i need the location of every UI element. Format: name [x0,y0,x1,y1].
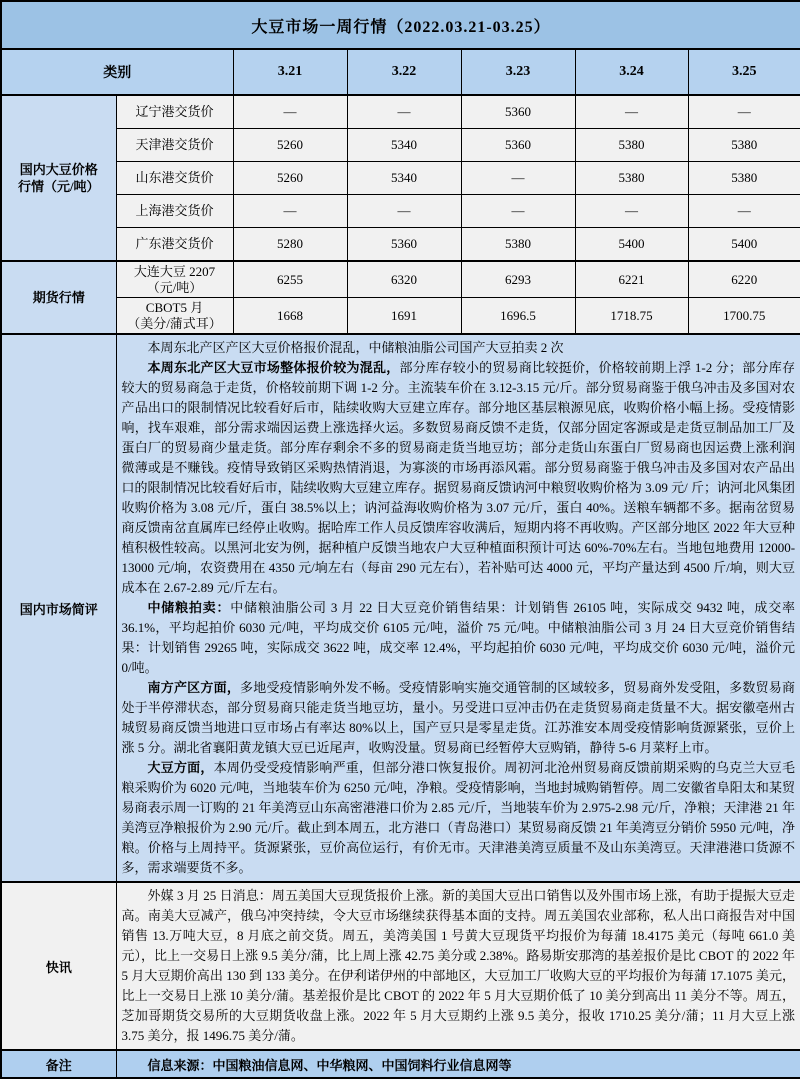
price-cell: 5340 [347,129,461,162]
futures-cell: 1668 [233,298,347,335]
price-cell: — [461,162,575,195]
paragraph-lead: 本周东北产区大豆市场整体报价较为混乱， [147,360,400,375]
price-cell: 5360 [461,129,575,162]
header-date-2: 3.22 [347,49,461,95]
table-row [1,261,800,298]
header-date-4: 3.24 [575,49,688,95]
futures-label-line1: CBOT5 月 [145,299,204,315]
review-paragraph-1 [122,338,796,358]
paragraph-text: 外媒 3 月 25 日消息：周五美国大豆现货报价上涨。新的美国大豆出口销售以及外围市场上涨，有助于提振大豆走高。南美大豆减产，俄乌冲突持续，令大豆市场继续获得基本面的支持。周五美国农业部称，私人出口商报告对中国销售 13.万吨大豆，8 月底之前交货。周五，美湾美国 1 号黄大豆现货平均报价为每蒲 18.4175 美元（每吨 661.0 美元），比上一交易日上涨 9.5 美分/蒲，比上周上涨 42.75 美分或 2.38%。路易斯安那湾的基差报价是比 CBOT 的 2022 年 5 月大豆期价高出 130 到 133 美分。在伊利诺伊州的中部地区，大豆加工厂收购大豆的平均报价为每蒲 17.1075 美元，比上一交易日上涨 10 美分/蒲。基差报价是比 CBOT 的 2022 年 5 月大豆期价低了 10 美分到高出 11 美分不等。周五，芝加哥期货交易所的大豆期货收盘上涨。2022 年 5 月大豆期约上涨 9.5 美分，报收 1710.25 美分/蒲；11 月大豆上涨 3.75 美分，报 1496.75 美分/蒲。 [121,888,796,1043]
paragraph-text: 部分库存较小的贸易商比较挺价，价格较前期上浮 1-2 分；部分库存较大的贸易商急于走货，价格较前期下调 1-2 分。主流装车价在 3.12-3.15 元/斤。部分贸易商鉴于俄乌冲击及多国对农产品出口的限制情况比较看好后市，陆续收购大豆建立库存。部分地区基层粮源见底，收购价格小幅上扬。受疫情影响，找车艰难，部分需求端因运费上涨选择火运。多数贸易商反馈不走货，仅部分固定客源或是走货豆制品加工厂及蛋白厂的贸易商少量走货。部分库存剩余不多的贸易商走货当地豆坊；部分走货山东蛋白厂贸易商也因运费上涨利润微薄或是不赚钱。疫情导致销区采购热情消退，为寡淡的市场再添风霜。部分贸易商鉴于俄乌冲击及多国对农产品出口的限制情况比较看好后市，陆续收购大豆建立库存。据贸易商反馈讷河中粮贸收购价格为 3.09 元/ 斤；讷河北风集团收购价格为 3.08 元/斤，蛋白 38.5%以上；讷河益海收购价格为 3.07 元/斤，蛋白 40%。送粮车辆都不多。据南岔贸易商反馈南岔直属库已经停止收购。据哈库工作人员反馈库容收满后，短期内将不再收购。产区部分地区 2022 年大豆种植积极性较高。以黑河北安为例，据种植户反馈当地农户大豆种植面积预计可达 60%-70%左右。当地包地费用 12000-13000 元/垧，农资费用在 4350 元/垧左右（每亩 290 元左右），若补贴可达 4000 元，平均产量达到 4500 斤/垧，则大豆成本在 2.67-2.89 元/斤左右。 [121,360,796,595]
review-row [1,334,800,882]
port-label-shanghai: 上海港交货价 [116,195,233,228]
price-group-label-line2: 行情（元/吨） [17,179,100,194]
header-date-5: 3.25 [688,49,800,95]
futures-cell: 1718.75 [575,298,688,335]
header-category: 类别 [1,49,233,95]
price-cell: 5400 [575,228,688,262]
price-cell: 5260 [233,129,347,162]
futures-cell: 6221 [575,261,688,298]
price-cell: — [461,195,575,228]
price-cell: 5360 [461,95,575,129]
price-cell: — [688,95,800,129]
port-label-guangdong: 广东港交货价 [116,228,233,262]
notes-row [1,1050,800,1078]
futures-cell: 6255 [233,261,347,298]
price-group-label [1,95,116,261]
paragraph-text: 本周仍受受疫情影响严重，但部分港口恢复报价。周初河北沧州贸易商反馈前期采购的乌克兰大豆毛粮采购价为 6020 元/吨，当地装车价为 6250 元/吨，净粮。受疫情影响，当地封城购销暂停。周二安徽省阜阳太和某贸易商表示周一订购的 21 年美湾豆山东高密港港口价为 2.85 元/斤，当地装车价为 2.975-2.98 元/斤，净粮；天津港 21 年美湾豆净粮报价为 2.90 元/斤。截止到本周五，北方港口（青岛港口）某贸易商反馈 21 年美湾豆分销价 5950 元/吨，净粮。价格与上周持平。货源紧张，豆价高位运行，有价无市。天津港美湾豆质量不及山东美湾豆。天津港港口货源不多，需求端要货不多。 [121,760,796,875]
price-cell: 5380 [575,129,688,162]
futures-cell: 1700.75 [688,298,800,335]
paragraph-lead: 南方产区方面， [147,680,241,695]
price-cell: 5380 [688,162,800,195]
price-cell: — [575,195,688,228]
futures-cell: 6293 [461,261,575,298]
table-row [1,298,800,335]
paragraph-text: 本周东北产区产区大豆价格报价混乱，中储粮油脂公司国产大豆拍卖 2 次 [147,340,564,355]
review-paragraph-3 [122,598,796,678]
price-cell: — [575,95,688,129]
page-title: 大豆市场一周行情（2022.03.21-03.25） [1,1,800,49]
price-cell: — [233,195,347,228]
review-paragraph-2 [122,358,796,598]
news-section-label: 快讯 [1,882,116,1050]
price-cell: 5400 [688,228,800,262]
futures-cell: 1696.5 [461,298,575,335]
futures-label-line2: （元/吨） [146,279,203,295]
paragraph-lead: 中储粮拍卖： [147,600,231,615]
table-row [1,129,800,162]
futures-label-line2: （美分/蒲式耳） [127,315,222,331]
price-group-label-line1: 国内大豆价格 [19,162,98,177]
table-row [1,162,800,195]
futures-label-line1: 大连大豆 2207 [133,263,216,279]
price-cell: 5380 [688,129,800,162]
futures-row-label-cbot [116,298,233,335]
price-cell: 5380 [575,162,688,195]
paragraph-text: 多地受疫情影响外发不畅。受疫情影响实施交通管制的区域较多，贸易商外发受阻，多数贸易商处于半停滞状态，部分贸易商只能走货当地豆坊，量小。另受进口豆冲击仍在走货贸易商走货量不大。据安徽亳州古城贸易商反馈当地进口豆市场占有率达 80%以上，国产豆只是零星走货。江苏淮安本周受疫情影响货源紧张，豆价上涨 5 分。湖北省襄阳黄龙镇大豆已近尾声，收购没量。贸易商已经暂停大豆购销，静待 5-6 月菜籽上市。 [121,680,796,755]
review-paragraph-4 [122,678,796,758]
price-cell: 5360 [347,228,461,262]
futures-cell: 6220 [688,261,800,298]
price-cell: 5280 [233,228,347,262]
news-row [1,882,800,1050]
review-paragraph-5 [122,758,796,878]
header-date-1: 3.21 [233,49,347,95]
futures-cell: 1691 [347,298,461,335]
header-date-3: 3.23 [461,49,575,95]
paragraph-lead: 大豆方面， [147,760,214,775]
port-label-liaoning: 辽宁港交货价 [116,95,233,129]
futures-row-label-dalian [116,261,233,298]
table-row [1,228,800,262]
source-text: 信息来源：中国粮油信息网、中华粮网、中国饲料行业信息网等 [116,1050,800,1078]
table-row [1,95,800,129]
price-cell: — [688,195,800,228]
port-label-tianjin: 天津港交货价 [116,129,233,162]
table-row [1,195,800,228]
price-cell: — [347,95,461,129]
news-paragraph-1 [122,886,796,1046]
futures-cell: 6320 [347,261,461,298]
price-cell: 5340 [347,162,461,195]
header-row [1,49,800,95]
port-label-shandong: 山东港交货价 [116,162,233,195]
notes-section-label: 备注 [1,1050,116,1078]
price-cell: — [347,195,461,228]
review-section-label: 国内市场简评 [1,334,116,882]
futures-group-label: 期货行情 [1,261,116,334]
review-text [116,334,800,882]
price-cell: 5380 [461,228,575,262]
price-cell: 5260 [233,162,347,195]
price-cell: — [233,95,347,129]
news-text [116,882,800,1050]
paragraph-text: 中储粮油脂公司 3 月 22 日大豆竞价销售结果：计划销售 26105 吨，实际成交 9432 吨，成交率 36.1%，平均起拍价 6030 元/吨，平均成交价 6105 元/吨，溢价 75 元/吨。中储粮油脂公司 3 月 24 日大豆竞价销售结果：计划销售 29265 吨，实际成交 3622 吨，成交率 12.4%，平均起拍价 6030 元/吨，平均成交价 6030 元/吨，溢价元 0/吨。 [121,600,796,675]
